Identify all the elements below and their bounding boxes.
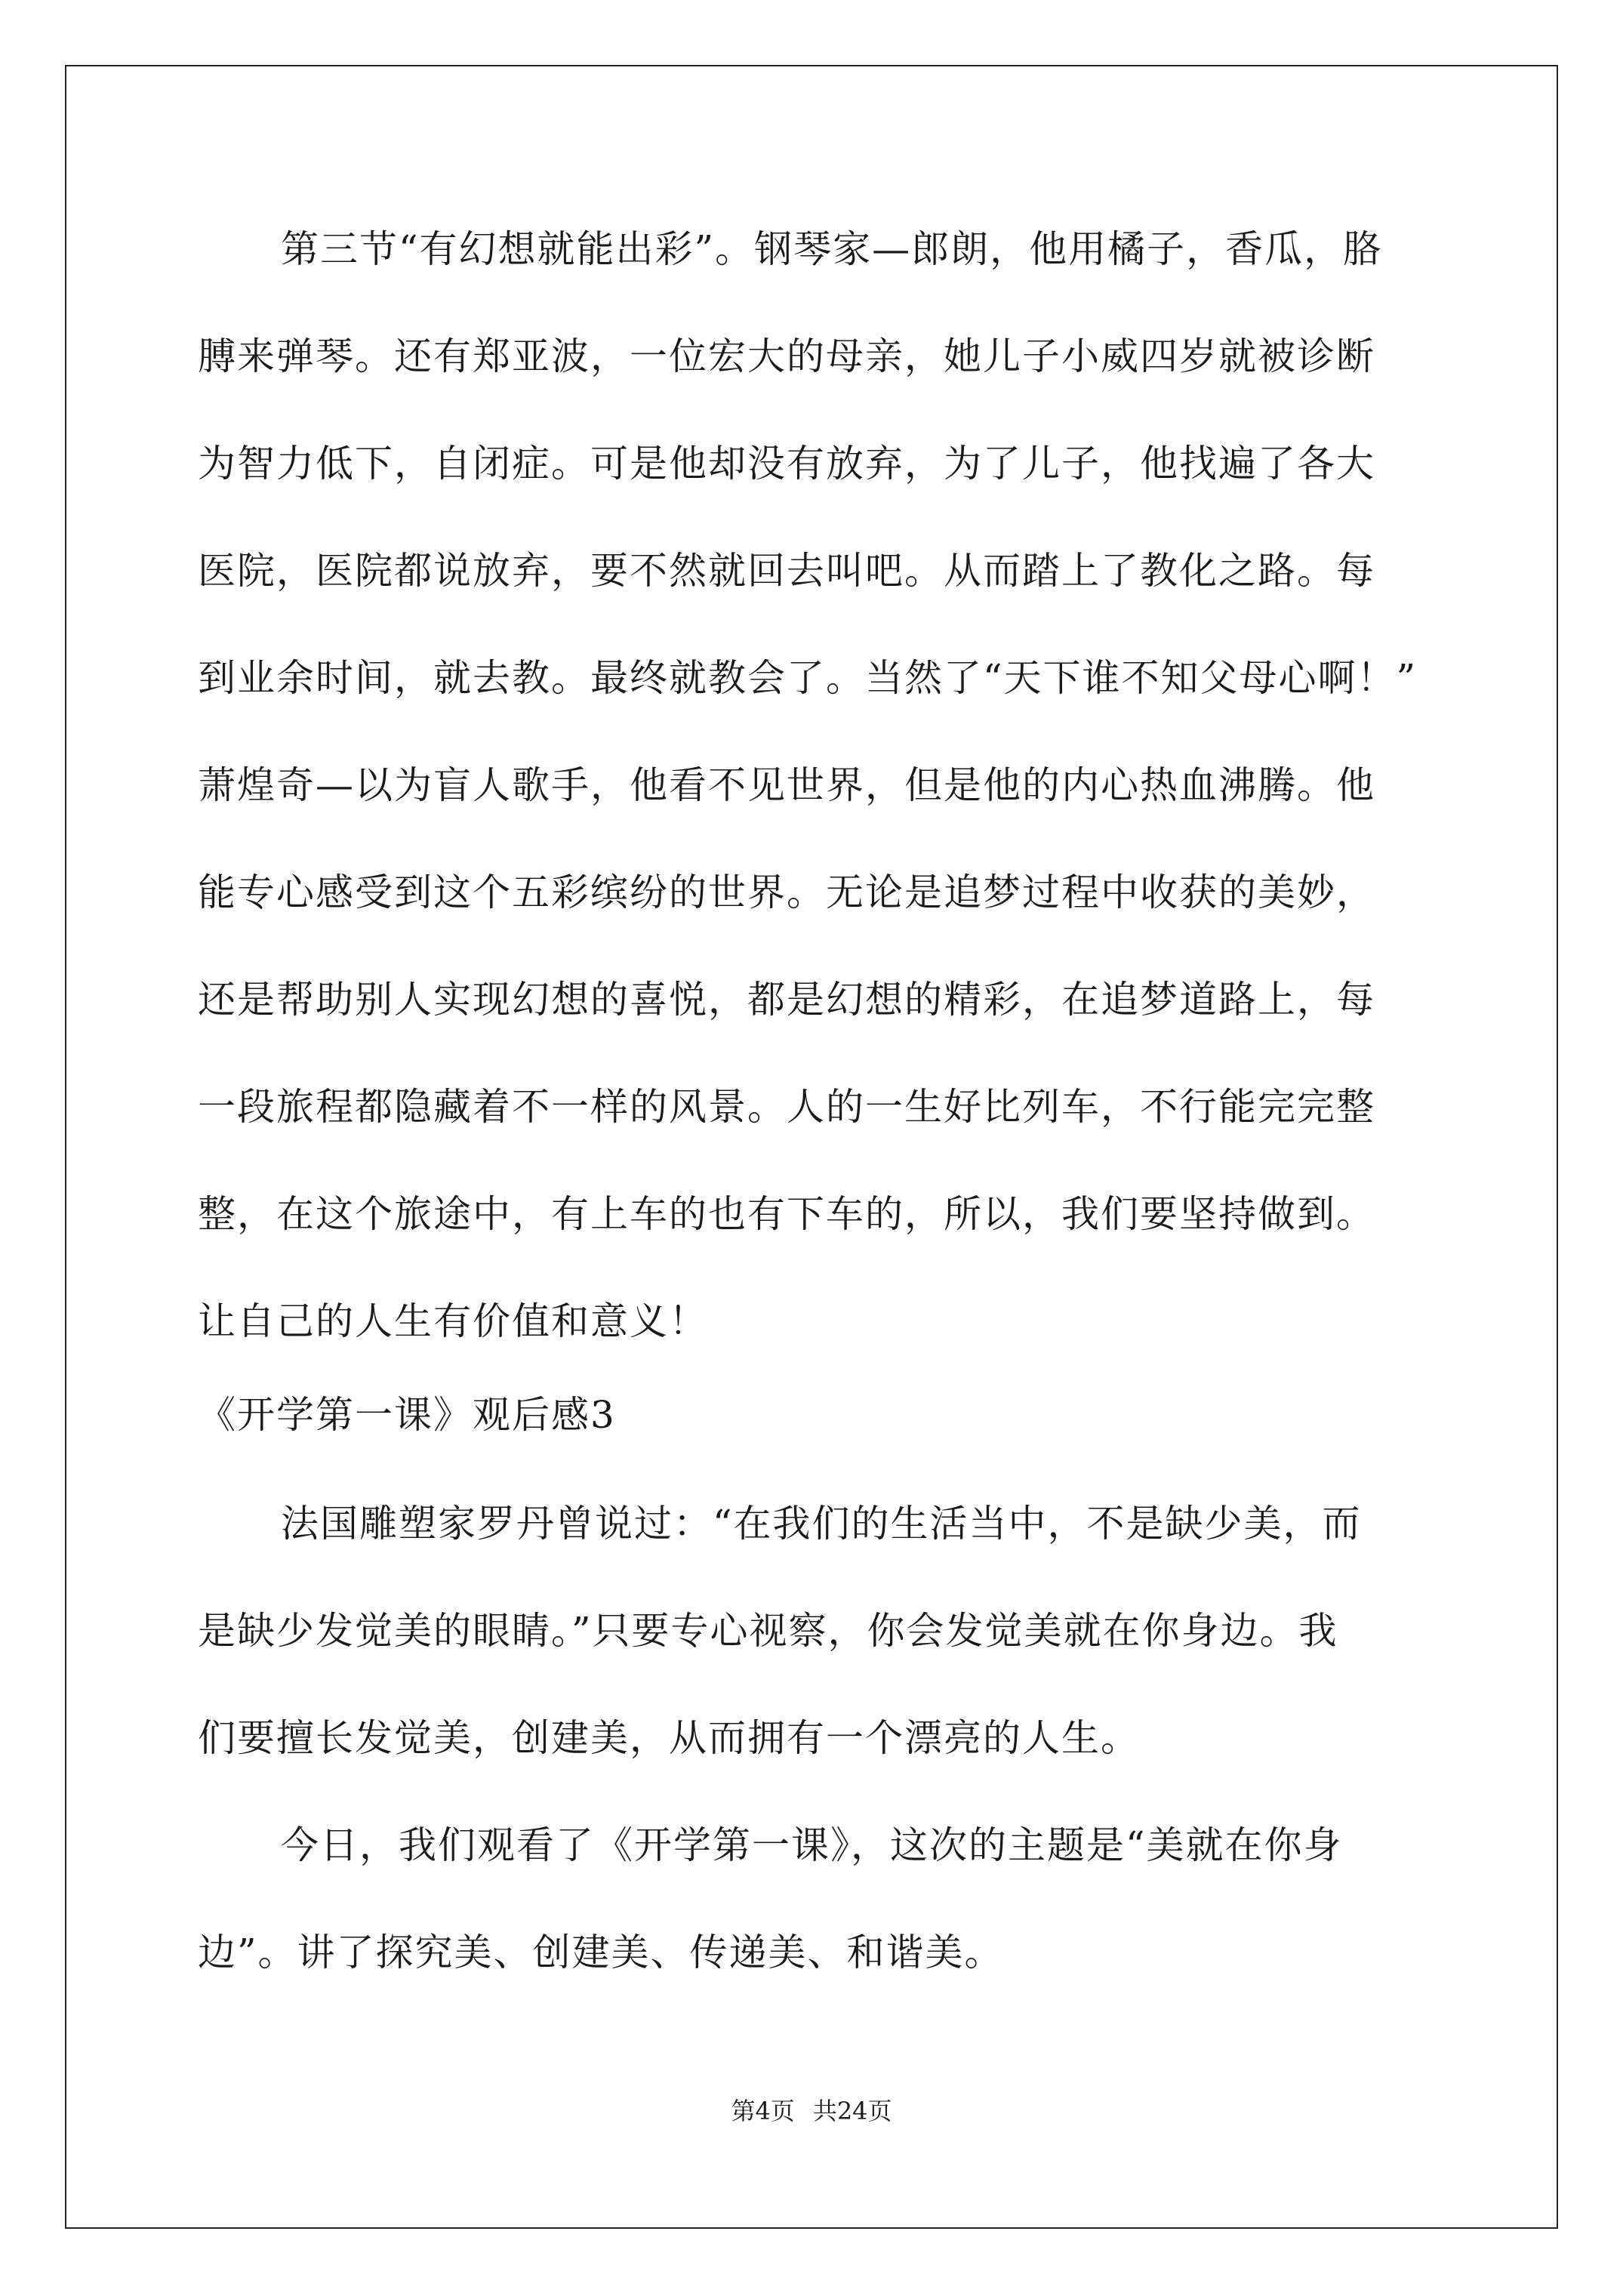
paragraph-line: 膊来弹琴。还有郑亚波，一位宏大的母亲，她儿子小威四岁就被诊断 bbox=[198, 334, 1375, 378]
paragraph-line: 们要擅长发觉美，创建美，从而拥有一个漂亮的人生。 bbox=[198, 1716, 1140, 1760]
paragraph-line: 法国雕塑家罗丹曾说过：“在我们的生活当中，不是缺少美，而 bbox=[281, 1502, 1362, 1546]
paragraph-line: 是缺少发觉美的眼睛。”只要专心视察，你会发觉美就在你身边。我 bbox=[198, 1609, 1338, 1653]
paragraph-line: 整，在这个旅途中，有上车的也有下车的，所以，我们要坚持做到。 bbox=[198, 1192, 1375, 1236]
paragraph-line: 能专心感受到这个五彩缤纷的世界。无论是追梦过程中收获的美妙， bbox=[198, 871, 1375, 914]
paragraph-line: 到业余时间，就去教。最终就教会了。当然了“天下谁不知父母心啊！” bbox=[198, 656, 1418, 700]
paragraph-line: 让自己的人生有价值和意义！ bbox=[198, 1299, 708, 1343]
page-number: 第4页 bbox=[731, 2097, 795, 2125]
paragraph-line: 医院，医院都说放弃，要不然就回去叫吧。从而踏上了教化之路。每 bbox=[198, 549, 1375, 593]
paragraph-line: 今日，我们观看了《开学第一课》，这次的主题是“美就在你身 bbox=[281, 1823, 1343, 1867]
section-heading: 《开学第一课》观后感3 bbox=[198, 1393, 616, 1437]
paragraph-line: 为智力低下，自闭症。可是他却没有放弃，为了儿子，他找遍了各大 bbox=[198, 442, 1375, 485]
paragraph-line: 一段旅程都隐藏着不一样的风景。人的一生好比列车，不行能完完整 bbox=[198, 1085, 1375, 1129]
page-footer bbox=[0, 2096, 1623, 2126]
paragraph-line: 还是帮助别人实现幻想的喜悦，都是幻想的精彩，在追梦道路上，每 bbox=[198, 978, 1375, 1022]
page-total: 共24页 bbox=[812, 2097, 892, 2125]
page-border bbox=[65, 65, 1558, 2229]
paragraph-line: 第三节“有幻想就能出彩”。钢琴家—郎朗，他用橘子，香瓜，胳 bbox=[281, 227, 1383, 271]
paragraph-line: 边”。讲了探究美、创建美、传递美、和谐美。 bbox=[198, 1931, 1004, 1974]
paragraph-line: 萧煌奇—以为盲人歌手，他看不见世界，但是他的内心热血沸腾。他 bbox=[198, 763, 1375, 807]
